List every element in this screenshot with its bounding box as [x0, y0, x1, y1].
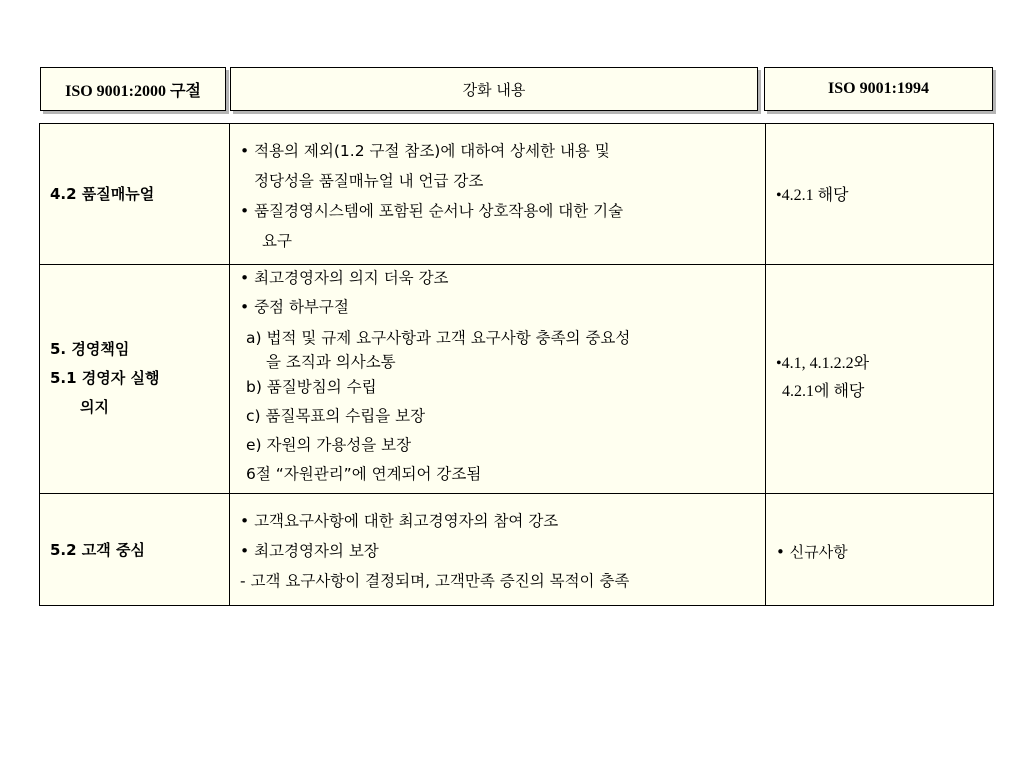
- header-old-standard: [764, 67, 993, 111]
- content-line: • 고객요구사항에 대한 최고경영자의 참여 강조: [240, 512, 559, 530]
- clause-text: 5.2 고객 중심: [50, 541, 145, 559]
- content-line: - 고객 요구사항이 결정되며, 고객만족 증진의 목적이 충족: [240, 572, 630, 590]
- col-divider-left: [229, 124, 230, 605]
- content-line: • 최고경영자의 의지 더욱 강조: [240, 269, 449, 287]
- row-mapping-5-1: [776, 350, 986, 406]
- content-line: 6절 “자원관리”에 연계되어 강조됨: [246, 465, 482, 483]
- content-line: • 최고경영자의 보장: [240, 542, 379, 560]
- content-line: 정당성을 품질매뉴얼 내 언급 강조: [254, 172, 484, 190]
- header-old-label: ISO 9001:1994: [828, 80, 929, 97]
- row-clause-4-2: [40, 180, 229, 209]
- header-content: [230, 67, 758, 111]
- content-line: • 중점 하부구절: [240, 298, 349, 316]
- row-clause-5-2: [40, 536, 229, 565]
- row-clause-5-1: [40, 335, 229, 422]
- clause-line: 의지: [80, 398, 109, 416]
- row-content-5-2: [240, 506, 765, 596]
- mapping-text: •4.2.1 해당: [776, 187, 849, 204]
- header-clause: [40, 67, 226, 111]
- content-line: • 품질경영시스템에 포함된 순서나 상호작용에 대한 기술: [240, 202, 624, 220]
- content-line: b) 품질방침의 수립: [246, 378, 377, 396]
- row-content-5-1: [240, 264, 765, 489]
- clause-line: 5. 경영책임: [50, 340, 130, 358]
- row-mapping-4-2: [776, 182, 986, 210]
- row-mapping-5-2: [776, 538, 986, 566]
- mapping-text: • 신규사항: [776, 543, 848, 561]
- header-clause-label: ISO 9001:2000 구절: [65, 82, 201, 100]
- clause-text: 4.2 품질매뉴얼: [50, 185, 155, 203]
- header-content-label: 강화 내용: [462, 80, 526, 99]
- content-line: c) 품질목표의 수립을 보장: [246, 407, 426, 425]
- row-content-4-2: [240, 136, 760, 256]
- content-line: e) 자원의 가용성을 보장: [246, 436, 412, 454]
- content-line: 요구: [262, 232, 292, 250]
- col-divider-right: [765, 124, 766, 605]
- clause-line: 5.1 경영자 실행: [50, 369, 160, 387]
- content-line: • 적용의 제외(1.2 구절 참조)에 대하여 상세한 내용 및: [240, 142, 610, 160]
- comparison-table: [39, 123, 994, 606]
- mapping-line: •4.1, 4.1.2.2와: [776, 355, 870, 372]
- content-line: 을 조직과 의사소통: [266, 353, 396, 371]
- mapping-line: 4.2.1에 해당: [782, 383, 865, 400]
- content-line: a) 법적 및 규제 요구사항과 고객 요구사항 충족의 중요성: [246, 329, 631, 347]
- row-divider-2: [40, 493, 993, 494]
